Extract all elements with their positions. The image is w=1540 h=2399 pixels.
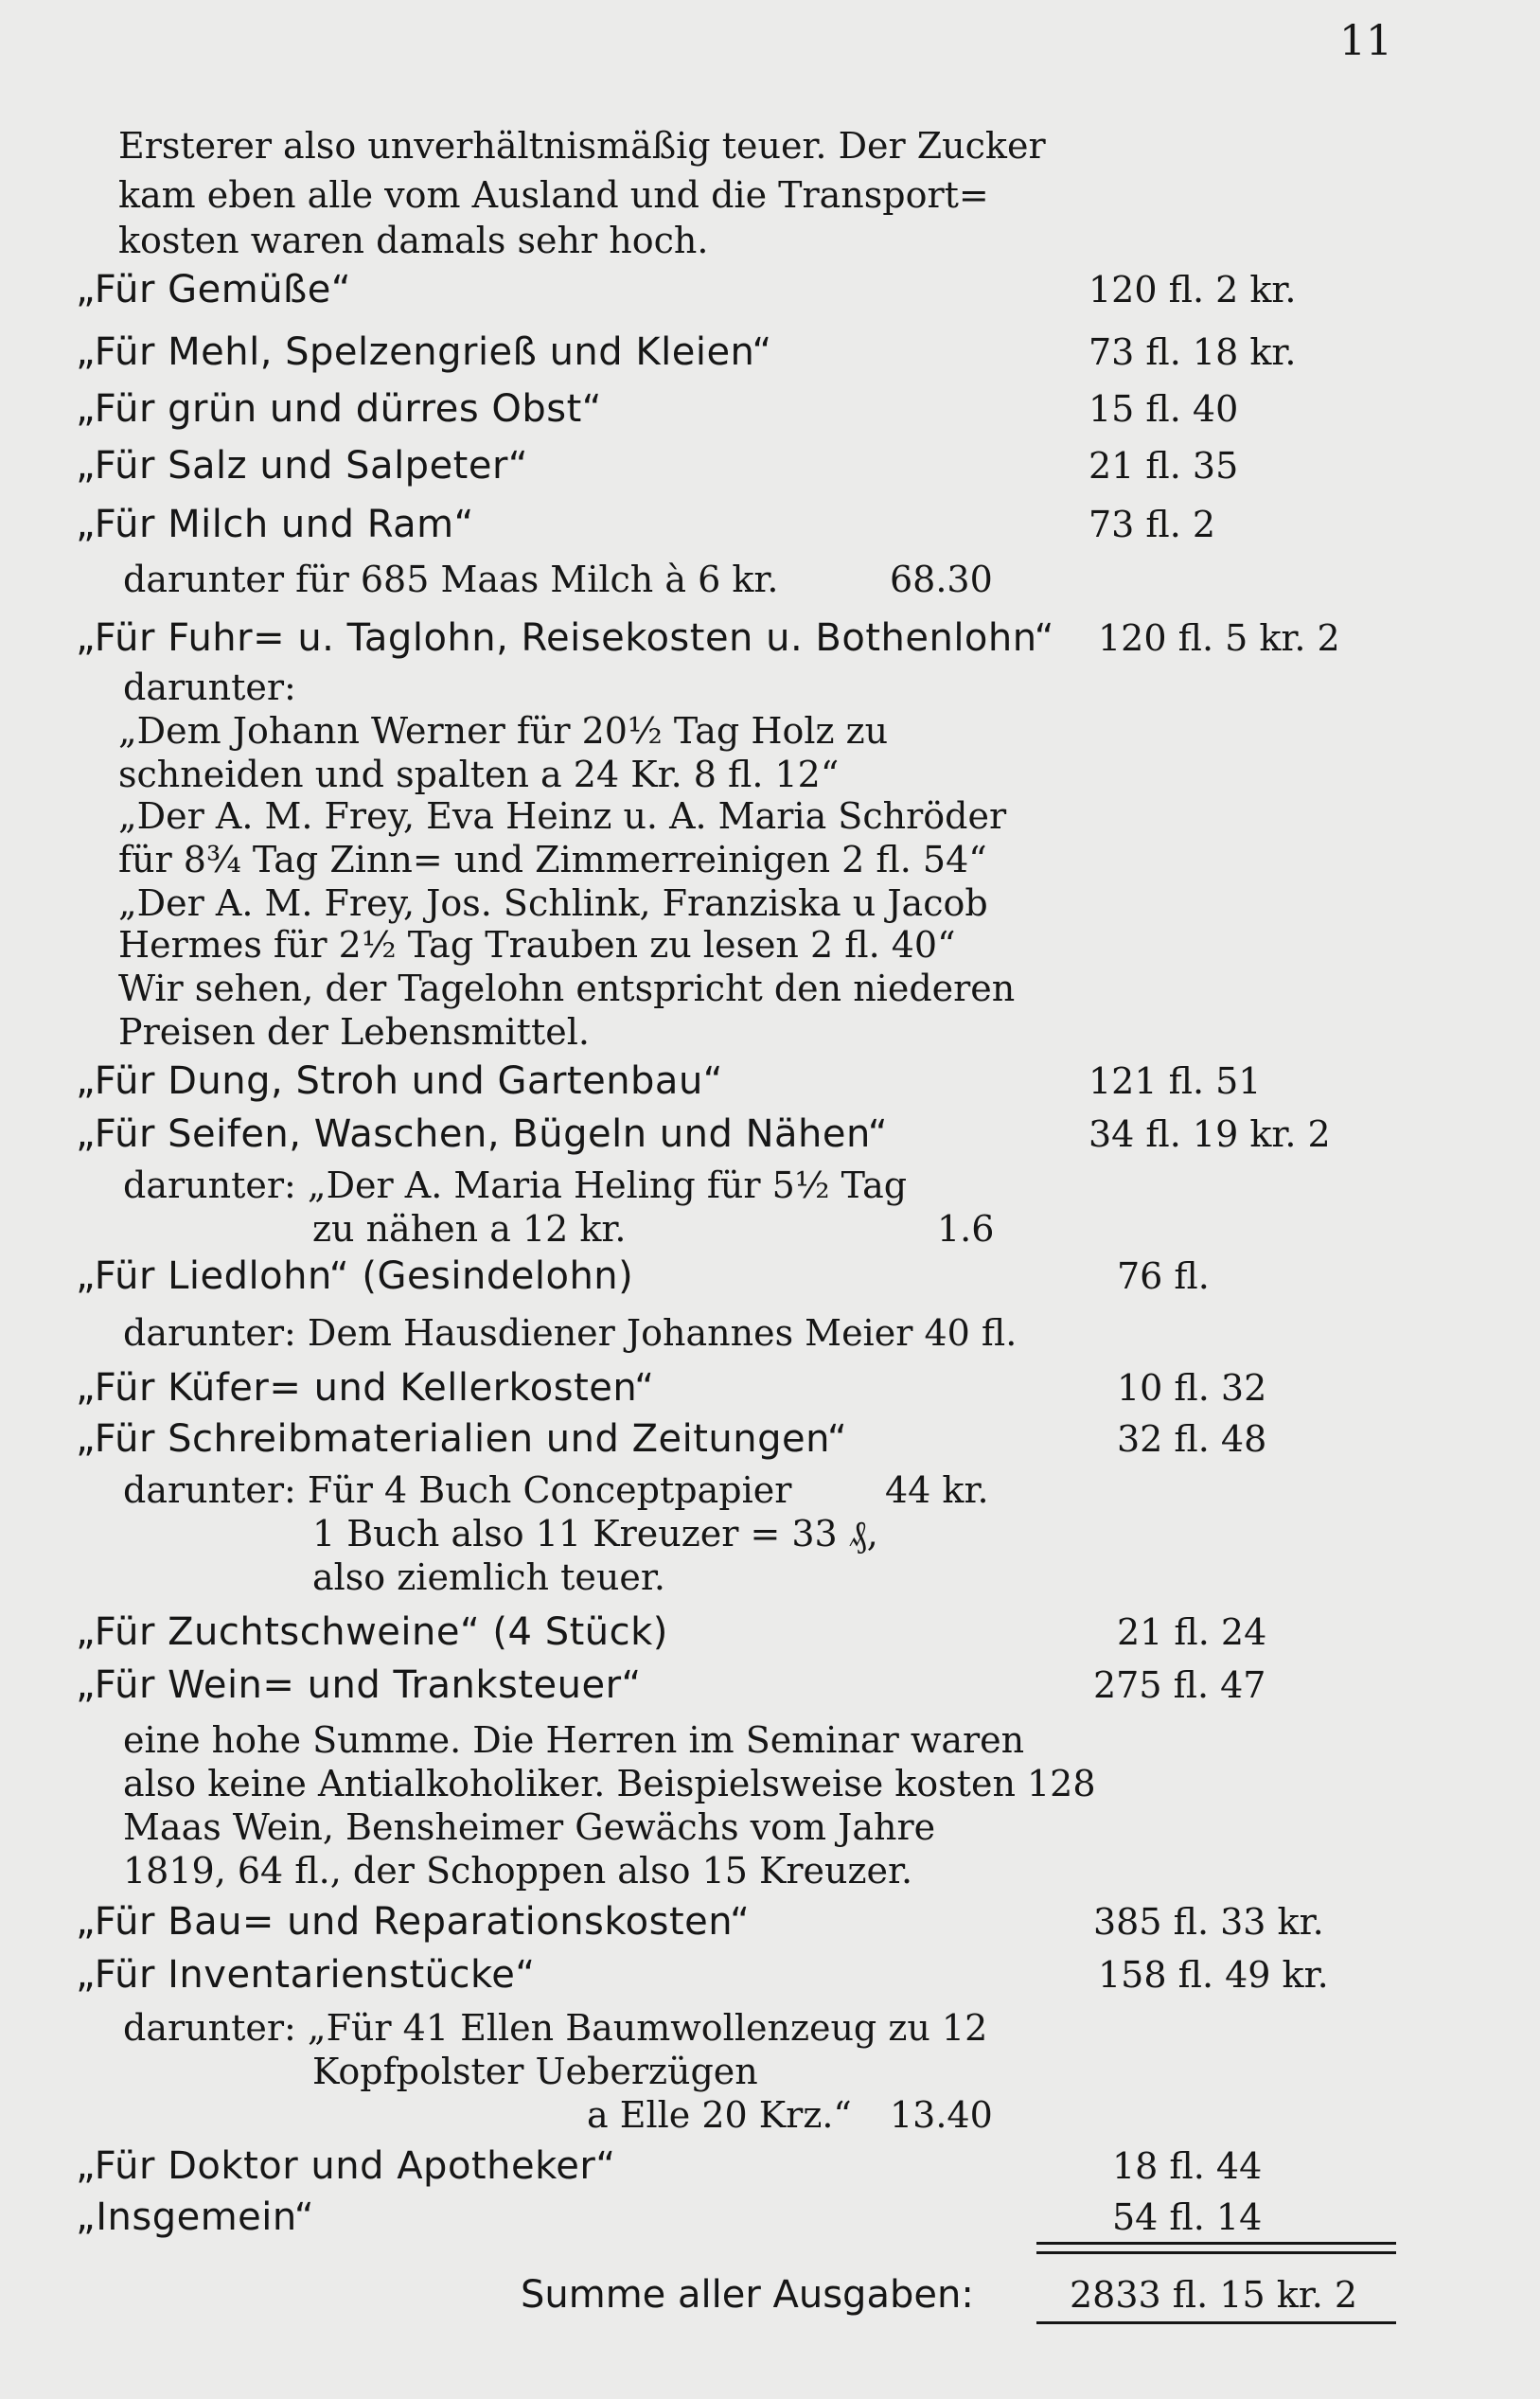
total-amount: 2833 fl. 15 kr. 2 bbox=[1070, 2274, 1358, 2316]
inventory-note: a Elle 20 Krz.“ bbox=[587, 2094, 852, 2136]
expense-label: „Für grün und dürres Obst“ bbox=[76, 387, 603, 431]
page-number: 11 bbox=[1339, 17, 1392, 65]
servant-note: darunter: Dem Hausdiener Johannes Meier 40 fl. bbox=[123, 1312, 1018, 1354]
expense-amount: 385 fl. 33 kr. bbox=[1093, 1901, 1324, 1943]
sewing-note: darunter: „Der A. Maria Heling für 5½ Tag bbox=[123, 1164, 908, 1206]
expense-amount: 76 fl. bbox=[1117, 1255, 1210, 1297]
expense-amount: 21 fl. 35 bbox=[1089, 445, 1239, 487]
expense-amount: 275 fl. 47 bbox=[1093, 1664, 1266, 1706]
sewing-note: zu nähen a 12 kr. bbox=[312, 1208, 627, 1250]
wine-note-line: 1819, 64 fl., der Schoppen also 15 Kreuzer. bbox=[123, 1850, 913, 1892]
expense-label: „Für Fuhr= u. Taglohn, Reisekosten u. Bothenlohn“ bbox=[76, 616, 1054, 660]
wages-note-line: Preisen der Lebensmittel. bbox=[118, 1011, 590, 1053]
intro-line: kam eben alle vom Ausland und die Transport= bbox=[118, 174, 989, 216]
paper-note: also ziemlich teuer. bbox=[312, 1556, 665, 1598]
expense-label: „Für Zuchtschweine“ (4 Stück) bbox=[76, 1610, 668, 1654]
milk-note: darunter für 685 Maas Milch à 6 kr. bbox=[123, 559, 779, 600]
expense-amount: 21 fl. 24 bbox=[1117, 1611, 1267, 1653]
expense-label: „Für Gemüße“ bbox=[76, 268, 352, 311]
expense-label: „Für Schreibmaterialien und Zeitungen“ bbox=[76, 1417, 848, 1461]
expense-label: „Für Milch und Ram“ bbox=[76, 503, 474, 546]
expense-amount: 73 fl. 2 bbox=[1089, 504, 1216, 545]
expense-amount: 54 fl. 14 bbox=[1112, 2196, 1263, 2238]
expense-label: „Für Liedlohn“ (Gesindelohn) bbox=[76, 1254, 634, 1298]
wages-note-line: Hermes für 2½ Tag Trauben zu lesen 2 fl. 40“ bbox=[118, 924, 956, 966]
wages-note-line: Wir sehen, der Tagelohn entspricht den niederen bbox=[118, 968, 1016, 1009]
wine-note-line: also keine Antialkoholiker. Beispielsweise kosten 128 bbox=[123, 1763, 1096, 1804]
paper-note: 1 Buch also 11 Kreuzer = 33 ₰, bbox=[312, 1513, 878, 1555]
expense-amount: 73 fl. 18 kr. bbox=[1089, 331, 1297, 373]
paper-note-value: 44 kr. bbox=[885, 1469, 989, 1511]
intro-line: kosten waren damals sehr hoch. bbox=[118, 220, 709, 261]
expense-label: „Insgemein“ bbox=[76, 2195, 315, 2239]
expense-amount: 121 fl. 51 bbox=[1089, 1060, 1262, 1102]
wine-note-line: Maas Wein, Bensheimer Gewächs vom Jahre bbox=[123, 1806, 936, 1848]
sum-rule bbox=[1036, 2242, 1396, 2245]
milk-note-value: 68.30 bbox=[890, 559, 993, 600]
expense-amount: 10 fl. 32 bbox=[1117, 1367, 1267, 1409]
paper-note: darunter: Für 4 Buch Conceptpapier bbox=[123, 1469, 792, 1511]
expense-amount: 32 fl. 48 bbox=[1117, 1418, 1267, 1460]
expense-amount: 158 fl. 49 kr. bbox=[1098, 1954, 1329, 1996]
expense-amount: 120 fl. 2 kr. bbox=[1089, 269, 1297, 311]
expense-label: „Für Mehl, Spelzengrieß und Kleien“ bbox=[76, 330, 772, 374]
expense-label: „Für Dung, Stroh und Gartenbau“ bbox=[76, 1059, 724, 1103]
expense-label: „Für Küfer= und Kellerkosten“ bbox=[76, 1366, 655, 1410]
expense-amount: 34 fl. 19 kr. 2 bbox=[1089, 1113, 1331, 1155]
wages-note-line: „Dem Johann Werner für 20½ Tag Holz zu bbox=[118, 710, 889, 752]
wages-note-head: darunter: bbox=[123, 666, 296, 708]
expense-label: „Für Wein= und Tranksteuer“ bbox=[76, 1663, 642, 1707]
expense-label: „Für Doktor und Apotheker“ bbox=[76, 2144, 616, 2188]
expense-label: „Für Salz und Salpeter“ bbox=[76, 444, 529, 488]
inventory-note: darunter: „Für 41 Ellen Baumwollenzeug zu 12 bbox=[123, 2007, 988, 2049]
expense-amount: 120 fl. 5 kr. 2 bbox=[1098, 617, 1340, 659]
sum-rule bbox=[1036, 2251, 1396, 2254]
wages-note-line: für 8¾ Tag Zinn= und Zimmerreinigen 2 fl. 54“ bbox=[118, 839, 987, 880]
expense-label: „Für Inventarienstücke“ bbox=[76, 1953, 536, 1997]
inventory-note: Kopfpolster Ueberzügen bbox=[312, 2051, 758, 2092]
expense-label: „Für Bau= und Reparationskosten“ bbox=[76, 1900, 751, 1944]
wages-note-line: „Der A. M. Frey, Eva Heinz u. A. Maria Schröder bbox=[118, 795, 1007, 837]
expense-amount: 15 fl. 40 bbox=[1089, 388, 1239, 430]
inventory-note-value: 13.40 bbox=[890, 2094, 993, 2136]
expense-label: „Für Seifen, Waschen, Bügeln und Nähen“ bbox=[76, 1112, 889, 1156]
wages-note-line: „Der A. M. Frey, Jos. Schlink, Franziska u Jacob bbox=[118, 882, 988, 924]
intro-line: Ersterer also unverhältnismäßig teuer. Der Zucker bbox=[118, 125, 1046, 167]
wine-note-line: eine hohe Summe. Die Herren im Seminar waren bbox=[123, 1719, 1025, 1761]
expense-amount: 18 fl. 44 bbox=[1112, 2145, 1263, 2187]
total-underline bbox=[1036, 2321, 1396, 2324]
wages-note-line: schneiden und spalten a 24 Kr. 8 fl. 12“ bbox=[118, 754, 840, 795]
sewing-note-value: 1.6 bbox=[937, 1208, 995, 1250]
total-label: Summe aller Ausgaben: bbox=[521, 2273, 974, 2317]
